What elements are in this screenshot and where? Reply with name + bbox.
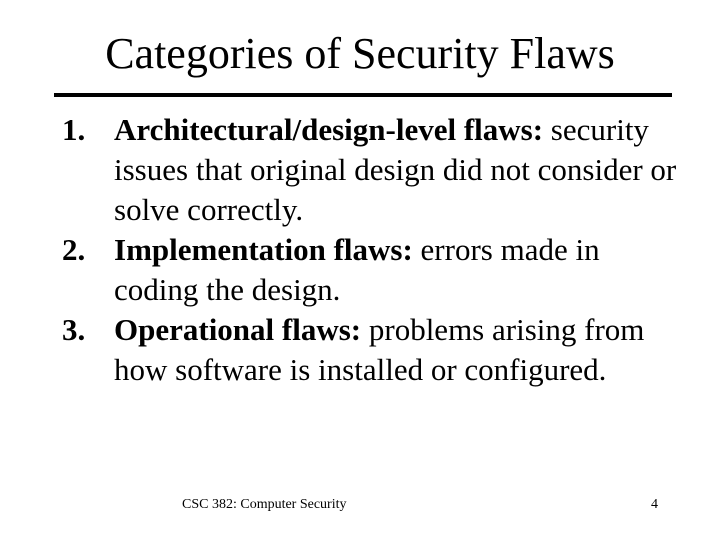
item-term: Operational flaws: — [114, 312, 362, 347]
footer-page-number: 4 — [651, 497, 658, 512]
item-number: 3. — [62, 312, 86, 347]
item-term: Architectural/design-level flaws: — [114, 112, 544, 147]
flaw-categories-list — [62, 110, 682, 390]
item-description: errors made in coding the design. — [114, 232, 600, 307]
item-description: security issues that original design did not consider or solve correctly. — [114, 112, 677, 227]
slide-title: Categories of Security Flaws — [105, 29, 615, 78]
list-item — [62, 110, 682, 230]
title-underline — [54, 93, 672, 97]
item-number: 2. — [62, 232, 86, 267]
item-description: problems arising from how software is installed or configured. — [114, 312, 645, 387]
list-item — [62, 310, 682, 390]
item-number: 1. — [62, 112, 86, 147]
footer-course-name: CSC 382: Computer Security — [182, 497, 347, 512]
item-term: Implementation flaws: — [114, 232, 413, 267]
list-item — [62, 230, 682, 310]
